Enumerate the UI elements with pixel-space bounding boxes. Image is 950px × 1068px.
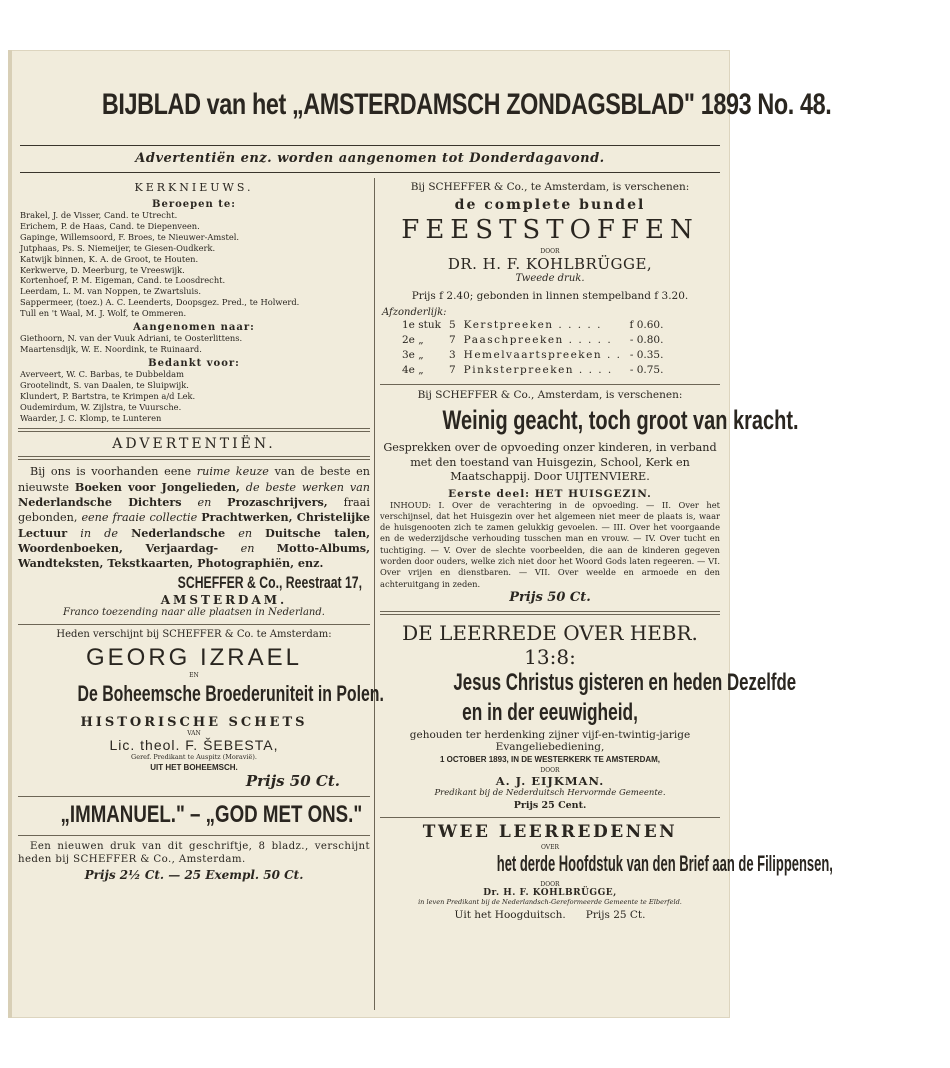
ad2-name: Lic. theol. F. ŠEBESTA, bbox=[109, 737, 279, 754]
r3-line3: 1 OCTOBER 1893, IN DE WESTERKERK TE AMSTERDAM, bbox=[439, 754, 661, 764]
divider bbox=[18, 428, 370, 432]
divider bbox=[18, 456, 370, 460]
r3-title3: en in der eeuwigheid, bbox=[462, 698, 638, 726]
ad2-van: VAN bbox=[187, 730, 201, 738]
title-rule-top bbox=[20, 145, 720, 146]
sermon-cell-n: 1e stuk bbox=[402, 319, 441, 331]
ad-city: AMSTERDAM. bbox=[160, 593, 288, 608]
ad2-title: De Boheemsche Broederuniteit in Polen. bbox=[77, 681, 384, 707]
divider bbox=[380, 384, 720, 385]
r1-line2: de complete bundel bbox=[454, 197, 646, 213]
church-entry: Gapinge, Willemsoord, F. Broes, te Nieuwer-Amstel. bbox=[20, 231, 240, 242]
ad2-price: Prijs 50 Ct. bbox=[245, 772, 340, 791]
sermon-cell-t: Hemelvaartspreeken . . bbox=[463, 349, 622, 361]
sermon-cell-p: - 0.75. bbox=[629, 364, 664, 376]
r3-line2: Evangeliebediening, bbox=[495, 740, 605, 753]
church-entry: Waarder, J. C. Klomp, te Lunteren bbox=[20, 412, 162, 423]
r4-role: in leven Predikant bij de Nederlandsch-Gereformeerde Gemeente te Elberfeld. bbox=[418, 897, 682, 906]
r2-price: Prijs 50 Ct. bbox=[509, 589, 591, 605]
r2-inhoud-label: INHOUD: bbox=[390, 499, 432, 510]
beroepen-heading: Beroepen te: bbox=[152, 199, 236, 210]
sermon-cell-c: 5 bbox=[448, 319, 456, 331]
r1-title: FEESTSTOFFEN bbox=[401, 215, 699, 245]
r2-desc: Gesprekken over de opvoeding onzer kinderen, in verband met den toestand van Huisgezin, School, Kerk en Maatschappij. Door UIJTENVIERE. bbox=[383, 441, 717, 483]
aangenomen-heading: Aangenomen naar: bbox=[133, 322, 255, 334]
ad-text: de beste werken van bbox=[245, 480, 371, 494]
church-entry: Erichem, P. de Haas, Cand. te Diepenveen. bbox=[20, 220, 200, 231]
church-entry: Maartensdijk, W. E. Noordink, te Ruinaard. bbox=[20, 343, 202, 354]
r4-footer: Uit het Hoogduitsch. Prijs 25 Ct. bbox=[454, 908, 646, 921]
sermon-cell-p: f 0.60. bbox=[629, 319, 664, 331]
church-entry: Klundert, P. Bartstra, te Krimpen a/d Lek. bbox=[20, 390, 196, 401]
r2-deel: Eerste deel: HET HUISGEZIN. bbox=[448, 487, 652, 500]
ad2-role: Geref. Predikant te Auspitz (Moravië). bbox=[131, 753, 257, 762]
r3-title3-wrap bbox=[380, 699, 720, 729]
bedankt-heading: Bedankt voor: bbox=[148, 357, 240, 369]
right-column bbox=[380, 178, 833, 921]
r1-author: DR. H. F. KOHLBRÜGGE, bbox=[447, 255, 653, 273]
divider bbox=[18, 835, 370, 836]
church-entry: Tull en 't Waal, M. J. Wolf, te Ommeren. bbox=[20, 308, 187, 319]
r1-druk: Tweede druk. bbox=[515, 273, 585, 284]
r1-price: Prijs f 2.40; gebonden in linnen stempelband f 3.20. bbox=[411, 290, 689, 302]
ad3-title: „IMMANUEL." – „GOD MET ONS." bbox=[60, 801, 363, 829]
ad2-sub: HISTORISCHE SCHETS bbox=[80, 715, 308, 731]
r4-title: TWEE LEERREDENEN bbox=[422, 821, 678, 842]
r3-price: Prijs 25 Cent. bbox=[513, 799, 587, 811]
sermon-cell-t: Paaschpreeken . . . . . bbox=[463, 334, 613, 346]
divider bbox=[380, 817, 720, 818]
r2-title: Weinig geacht, toch groot van kracht. bbox=[442, 405, 799, 435]
sermon-cell-t: Kerstpreeken . . . . . bbox=[463, 319, 602, 331]
sermon-row bbox=[398, 318, 667, 333]
ad-text: Prozaschrijvers, bbox=[227, 495, 328, 509]
ad-text: in de bbox=[80, 526, 118, 540]
kerknieuws-heading: KERKNIEUWS. bbox=[134, 181, 254, 194]
divider bbox=[18, 624, 370, 625]
sermon-cell-c: 7 bbox=[448, 364, 456, 376]
ad-text: van de beste en nieuwste bbox=[18, 465, 370, 494]
r3-role: Predikant bij de Nederduitsch Hervormde Gemeente. bbox=[434, 787, 666, 798]
ad2-from: UIT HET BOHEEMSCH. bbox=[150, 763, 238, 773]
ad2-title-wrap bbox=[18, 681, 384, 709]
r2-inhoud bbox=[380, 500, 720, 590]
ad-text: ruime keuze bbox=[196, 465, 269, 479]
ad-text: Boeken voor Jongelieden, bbox=[74, 479, 240, 494]
sermon-row bbox=[398, 348, 667, 363]
divider bbox=[380, 611, 720, 615]
ad-franco: Franco toezending naar alle plaatsen in Nederland. bbox=[63, 607, 325, 619]
bedankt-list bbox=[18, 369, 370, 424]
sermon-cell-t: Pinksterpreeken . . . . bbox=[463, 364, 613, 376]
beroepen-list bbox=[18, 210, 370, 319]
ad-text: Prachtwerken, Christelijke Lectuur bbox=[18, 510, 370, 540]
church-entry: Kortenhoef, P. M. Eigeman, Cand. te Loosdrecht. bbox=[20, 275, 226, 286]
r1-afz: Afzonderlijk: bbox=[382, 307, 447, 318]
church-entry: Leerdam, L. M. van Noppen, te Zwartsluis. bbox=[20, 286, 202, 297]
church-entry: Sappermeer, (toez.) A. C. Leenderts, Doopsgez. Pred., te Holwerd. bbox=[20, 297, 300, 308]
sermon-cell-n: 4e „ bbox=[402, 364, 424, 376]
ad-text: Motto-Albums, Wandteksten, Tekstkaarten, Photographiën, enz. bbox=[18, 540, 370, 571]
divider bbox=[18, 796, 370, 797]
r4-over: OVER bbox=[540, 843, 560, 851]
page-subtitle: Advertentiën enz. worden aangenomen tot Donderdagavond. bbox=[135, 151, 605, 166]
r3-author: A. J. EIJKMAN. bbox=[495, 773, 605, 788]
ad-firm bbox=[18, 573, 370, 593]
ad2-intro: Heden verschijnt bij SCHEFFER & Co. te Amsterdam: bbox=[56, 629, 332, 641]
ad-firm-name: SCHEFFER & Co., Reestraat 17, bbox=[177, 573, 362, 593]
r3-line1: gehouden ter herdenking zijner vijf-en-twintig-jarige bbox=[409, 728, 691, 741]
r3-title2-wrap bbox=[380, 668, 797, 699]
church-entry: Jutphaas, Ps. S. Niemeijer, te Giesen-Oudkerk. bbox=[20, 242, 216, 253]
r4-sub: het derde Hoofdstuk van den Brief aan de Filippensen, bbox=[496, 850, 833, 876]
r1-list bbox=[398, 318, 667, 378]
ad-text: fraai gebonden, bbox=[18, 496, 370, 525]
sermon-row bbox=[398, 363, 667, 378]
r1-intro: Bij SCHEFFER & Co., te Amsterdam, is verschenen: bbox=[410, 181, 690, 193]
sermon-cell-p: - 0.35. bbox=[629, 349, 664, 361]
church-entry: Brakel, J. de Visser, Cand. te Utrecht. bbox=[20, 210, 178, 220]
church-entry: Averveert, W. C. Barbas, te Dubbeldam bbox=[20, 368, 184, 379]
r3-title2: Jesus Christus gisteren en heden Dezelfde bbox=[453, 668, 797, 696]
ad3-text: Een nieuwen druk van dit geschriftje, 8 bladz., verschijnt heden bij SCHEFFER & Co., Amsterdam. bbox=[18, 841, 370, 866]
sermon-cell-n: 2e „ bbox=[402, 334, 424, 346]
ad3-title-wrap bbox=[18, 801, 370, 831]
title-rule-bottom bbox=[20, 172, 720, 173]
advertentien-heading: ADVERTENTIËN. bbox=[112, 436, 276, 453]
church-entry: Katwijk binnen, K. A. de Groot, te Houten. bbox=[20, 253, 199, 264]
r3-door: DOOR bbox=[540, 766, 560, 774]
page-title: BIJBLAD van het „AMSTERDAMSCH ZONDAGSBLAD" 1893 No. 48. bbox=[101, 88, 832, 121]
r1-door: DOOR bbox=[540, 248, 560, 255]
r4-door: DOOR bbox=[540, 880, 560, 888]
church-entry: Grootelindt, S. van Daalen, te Sluipwijk. bbox=[20, 379, 189, 390]
sermon-row bbox=[398, 333, 667, 348]
aangenomen-list bbox=[18, 333, 370, 355]
ad-text: en bbox=[240, 541, 255, 555]
sermon-cell-p: - 0.80. bbox=[629, 334, 664, 346]
ad-text: Bij ons is voorhanden eene bbox=[30, 465, 192, 479]
r4-sub-wrap bbox=[380, 850, 833, 881]
ad-text: eene fraaie collectie bbox=[81, 511, 198, 525]
ad-text: Nederlandsche bbox=[131, 525, 226, 540]
r2-title-wrap bbox=[380, 405, 799, 437]
sermon-cell-n: 3e „ bbox=[402, 349, 424, 361]
ad-text: Nederlandsche Dichters bbox=[18, 495, 182, 509]
church-entry: Kerkwerve, D. Meerburg, te Vreeswijk. bbox=[20, 264, 185, 275]
left-column bbox=[18, 178, 384, 883]
church-entry: Oudemirdum, W. Zijlstra, te Vuursche. bbox=[20, 401, 182, 412]
newspaper-page bbox=[8, 50, 833, 1018]
r4-author: Dr. H. F. KOHLBRÜGGE, bbox=[483, 887, 617, 898]
ad-text: en bbox=[197, 496, 212, 509]
ad2-en: EN bbox=[189, 672, 199, 680]
r2-intro: Bij SCHEFFER & Co., Amsterdam, is verschenen: bbox=[417, 389, 683, 401]
ad2-author: GEORG IZRAEL bbox=[85, 644, 303, 672]
ad3-price: Prijs 2½ Ct. — 25 Exempl. 50 Ct. bbox=[84, 868, 304, 883]
ad-text: Duitsche talen, Woordenboeken, Verjaardag- bbox=[18, 525, 371, 555]
ad-books-text bbox=[18, 465, 370, 571]
sermon-cell-c: 7 bbox=[448, 334, 456, 346]
sermon-cell-c: 3 bbox=[448, 349, 456, 361]
ad-text: en bbox=[238, 526, 253, 540]
column-divider bbox=[374, 178, 375, 1010]
r3-title1: DE LEERREDE OVER HEBR. 13:8: bbox=[402, 620, 698, 669]
page-spine bbox=[8, 50, 12, 1018]
r2-inhoud-text: I. Over de verachtering in de opvoeding. — II. Over het verschijnsel, dat het Huisgezin over het algemeen niet meer de plaats is, waar de huisgenooten zich te zamen gelukkig gevoelen. — III. Over het voorgaande en de wederzijdsche verhouding tusschen man en vrouw. — IV. Over tucht en tuchtiging. — V. Over de slechte voorbeelden, die aan de kinderen gegeven worden door ouders, welke zich niet door het Woord Gods laten regeeren. — VI. Over vrijen en dienstbaren. — VII. Over weelde en armoede en den achteruitgang in zeden. bbox=[380, 499, 720, 589]
church-entry: Giethoorn, N. van der Vuuk Adriani, te Oosterlittens. bbox=[20, 333, 243, 344]
